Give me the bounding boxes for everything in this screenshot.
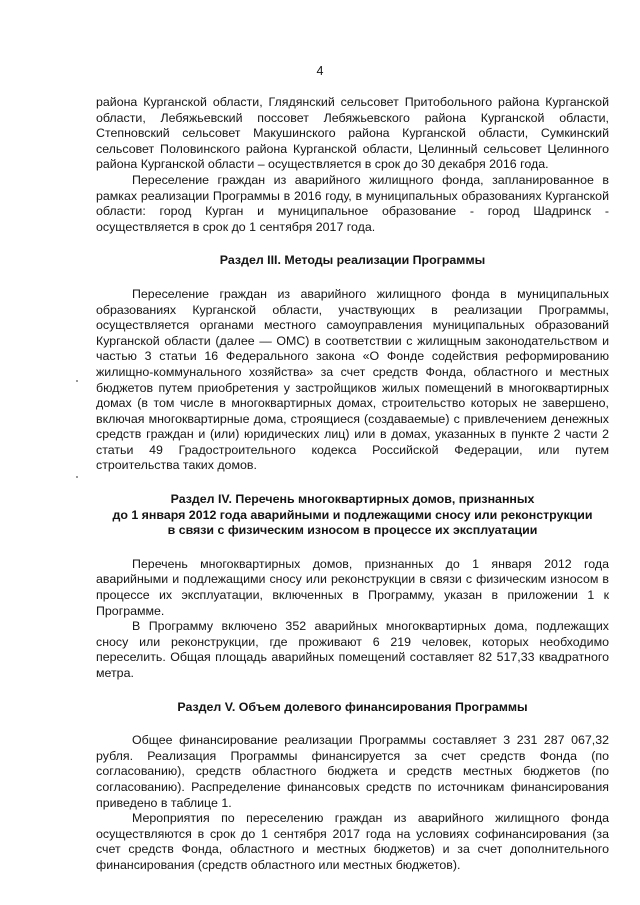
section-5-heading: Раздел V. Объем долевого финансирования Программы <box>177 699 528 714</box>
scan-artifact <box>76 476 78 478</box>
section-4-paragraph-list: Перечень многоквартирных домов, признанных до 1 января 2012 года аварийными и подлежащими сносу или реконструкции в связи с физическим износом в процессе их эксплуатации, включенных в Программу, указан в приложении 1 к Программе. <box>96 556 609 618</box>
section-4-heading-line: до 1 января 2012 года аварийными и подлежащими сносу или реконструкции <box>112 507 593 522</box>
section-5-paragraph-measures: Мероприятия по переселению граждан из аварийного жилищного фонда осуществляются в срок до 1 сентября 2017 года на условиях софинансирования (за счет средств Фонда, областного и местных бюджетов) и за счет дополнительного финансирования (средств областного или местных бюджетов). <box>96 811 609 872</box>
document-body <box>96 95 609 874</box>
section-3-text: Переселение граждан из аварийного жилищного фонда в муниципальных образованиях Курганской области, участвующих в реализации Программы, осуществляется органами местного самоуправления муниципальных образований Курганской области (далее — ОМС) в соответствии с жилищным законодательством и частью 3 статьи 16 Федерального закона «О Фонде содействия реформированию жилищно-коммунального хозяйства» за счет средств Фонда, областного и местных бюджетов путем приобретения у застройщиков жилых помещений в многоквартирных домах (в том числе в многоквартирных домах, строительство которых не завершено, включая многоквартирные дома, строящиеся (создаваемые) с привлечением денежных средств граждан и (или) юридических лиц) или в домах, указанных в пункте 2 части 2 статьи 49 Градостроительного кодекса Российской Федерации, или путем строительства таких домов. <box>96 286 609 473</box>
section-4-paragraph-count: В Программу включено 352 аварийных многоквартирных дома, подлежащих сносу или реконструкции, где проживают 6 219 человек, которых необходимо переселить. Общая площадь аварийных помещений составляет 82 517,33 квадратного метра. <box>96 619 609 680</box>
section-5-paragraph-total: Общее финансирование реализации Программы составляет 3 231 287 067,32 рубля. Реализация Программы финансируется за счет средств Фонда (по согласованию), средств областного бюджета и средств местных бюджетов (по согласованию). Распределение финансовых средств по источникам финансирования приведено в таблице 1. <box>96 733 609 810</box>
section-4-heading-line: в связи с физическим износом в процессе их эксплуатации <box>167 523 538 538</box>
page-number: 4 <box>316 64 324 78</box>
section-3-heading: Раздел III. Методы реализации Программы <box>219 253 486 268</box>
section-4-heading <box>96 492 609 539</box>
scan-artifact <box>76 380 78 382</box>
paragraph-continuation: района Курганской области, Глядянский сельсовет Притобольного района Курганской области, Лебяжьевский поссовет Лебяжьевского района Курганской области, Степновский сельсовет Макушинского района Курганской области, Сумкинский сельсовет Половинского района Курганской области, Целинный сельсовет Целинного района Курганской области – осуществляется в срок до 30 декабря 2016 года. <box>96 95 609 172</box>
section-4-heading-line: Раздел IV. Перечень многоквартирных домов, признанных <box>170 492 535 507</box>
paragraph-resettlement-2016: Переселение граждан из аварийного жилищного фонда, запланированное в рамках реализации Программы в 2016 году, в муниципальных образованиях Курганской области: город Курган и муниципальное образование - город Шадринск - осуществляется в срок до 1 сентября 2017 года. <box>96 172 609 234</box>
